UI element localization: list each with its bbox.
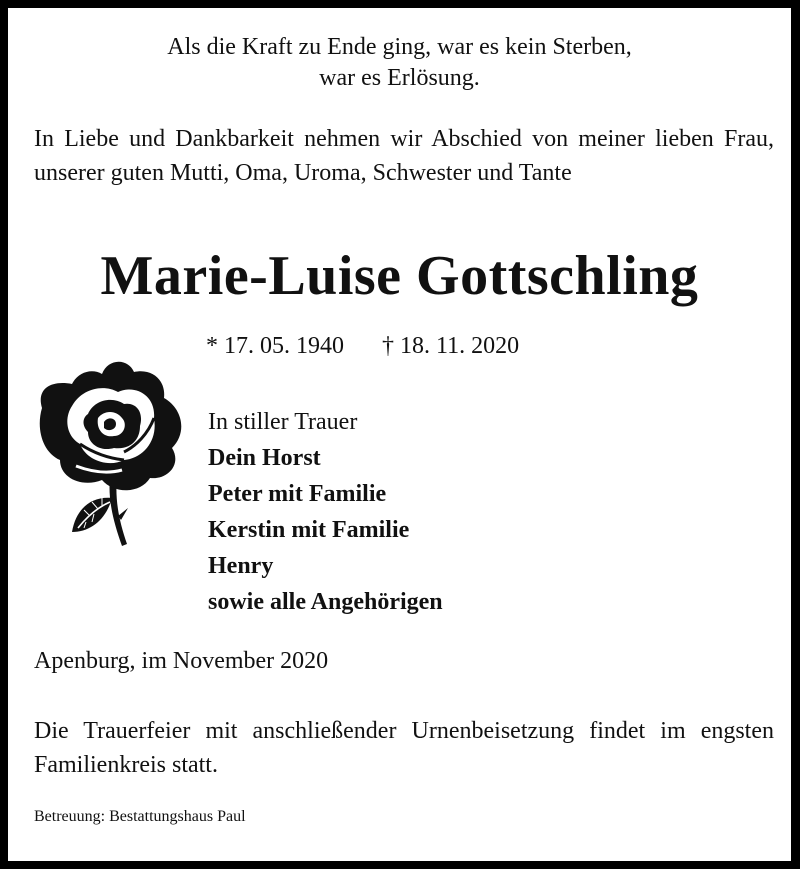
mourner-name: Henry	[208, 553, 274, 579]
ceremony-note: Die Trauerfeier mit anschließender Urnenbeisetzung findet im engsten Familienkreis statt.	[34, 718, 774, 778]
mourners-heading: In stiller Trauer	[208, 409, 358, 435]
rose-icon	[32, 348, 192, 548]
mourners	[208, 404, 443, 620]
intro-text: In Liebe und Dankbarkeit nehmen wir Abschied von meiner lieben Frau, unserer guten Mutti, Oma, Uroma, Schwester und Tante	[34, 126, 774, 186]
life-dates	[206, 333, 519, 360]
funeral-home-credit: Betreuung: Bestattungshaus Paul	[34, 808, 246, 825]
obituary-notice	[8, 8, 791, 861]
motto	[8, 32, 791, 94]
mourner-name: Peter mit Familie	[208, 481, 387, 507]
mourner-name: Kerstin mit Familie	[208, 517, 410, 543]
place-and-date: Apenburg, im November 2020	[34, 648, 329, 674]
birth-date: * 17. 05. 1940	[206, 333, 344, 359]
deceased-name: Marie-Luise Gottschling	[100, 245, 699, 307]
motto-line-1: Als die Kraft zu Ende ging, war es kein Sterben,	[167, 34, 632, 60]
mourner-name: sowie alle Angehörigen	[208, 589, 443, 615]
motto-line-2: war es Erlösung.	[319, 65, 480, 91]
mourner-name: Dein Horst	[208, 445, 321, 471]
death-date: † 18. 11. 2020	[382, 333, 520, 359]
